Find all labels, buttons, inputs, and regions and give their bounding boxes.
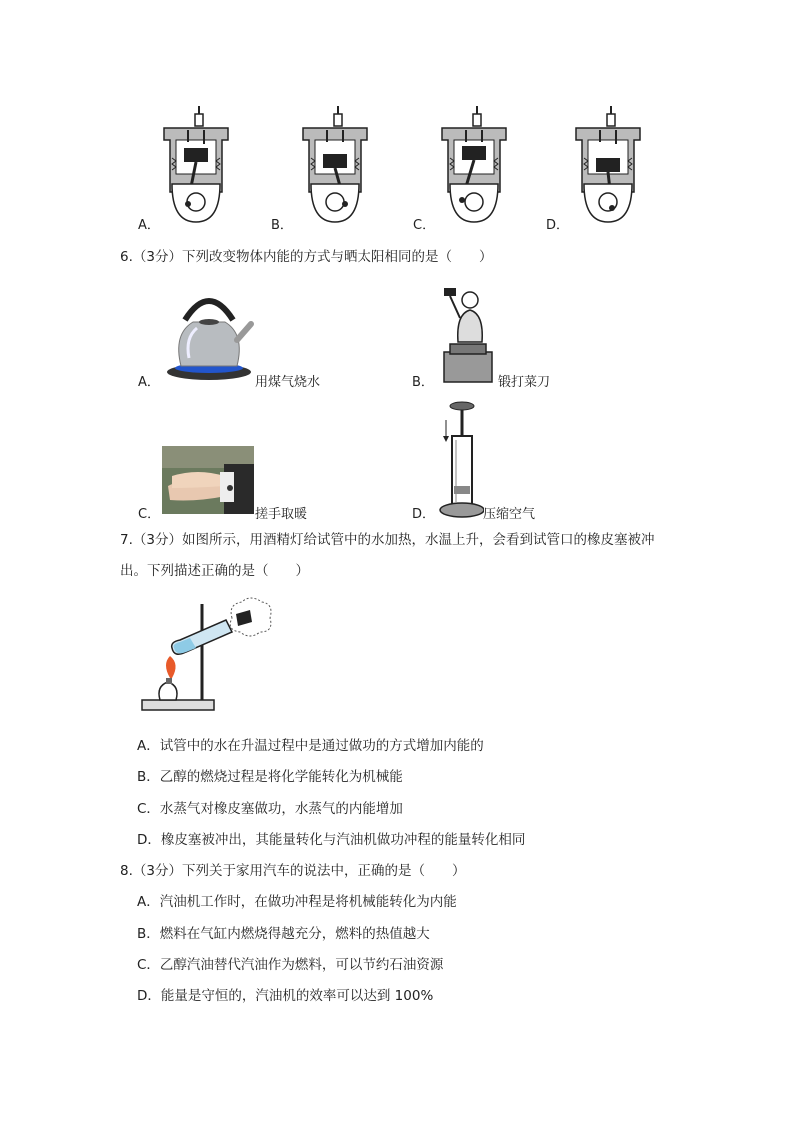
test-tube-apparatus-image xyxy=(140,596,274,716)
air-compression-cylinder-icon xyxy=(434,400,484,520)
rubbing-hands-icon xyxy=(162,446,254,514)
option-label-a[interactable]: A． xyxy=(138,218,160,233)
option-text-a: 用煤气烧水 xyxy=(255,375,321,390)
engine-diagram-d xyxy=(572,104,644,226)
option-label-a[interactable]: A． xyxy=(138,375,160,390)
option-text-d: 压缩空气 xyxy=(483,507,536,522)
question-7-option-a[interactable]: A．试管中的水在升温过程中是通过做功的方式增加内能的 xyxy=(137,738,484,754)
question-7-option-c[interactable]: C．水蒸气对橡皮塞做功，水蒸气的内能增加 xyxy=(137,801,403,817)
option-label-b[interactable]: B． xyxy=(412,375,434,390)
question-7-option-d[interactable]: D．橡皮塞被冲出，其能量转化与汽油机做功冲程的能量转化相同 xyxy=(137,832,526,848)
engine-diagram-c xyxy=(438,104,510,226)
kettle-image xyxy=(163,288,255,383)
question-7-stem-line2: 出。下列描述正确的是（ ） xyxy=(120,563,309,579)
question-8-option-a[interactable]: A．汽油机工作时，在做功冲程是将机械能转化为内能 xyxy=(137,894,457,910)
question-6-stem: 6.（3分）下列改变物体内能的方式与晒太阳相同的是（ ） xyxy=(120,249,493,265)
option-label-b[interactable]: B． xyxy=(271,218,293,233)
engine-diagram-b xyxy=(299,104,371,226)
engine-stroke-icon xyxy=(299,104,371,226)
air-compression-image xyxy=(434,400,484,520)
question-8-option-d[interactable]: D．能量是守恒的，汽油机的效率可以达到 100% xyxy=(137,988,434,1004)
question-7-stem-line1: 7.（3分）如图所示，用酒精灯给试管中的水加热，水温上升，会看到试管口的橡皮塞被冲 xyxy=(120,532,655,548)
blacksmith-forging-icon xyxy=(440,284,496,384)
test-tube-heating-icon xyxy=(140,596,274,716)
question-8-option-b[interactable]: B．燃料在气缸内燃烧得越充分，燃料的热值越大 xyxy=(137,926,430,942)
question-8-option-c[interactable]: C．乙醇汽油替代汽油作为燃料，可以节约石油资源 xyxy=(137,957,444,973)
engine-stroke-icon xyxy=(438,104,510,226)
question-8-stem: 8.（3分）下列关于家用汽车的说法中，正确的是（ ） xyxy=(120,863,466,879)
option-label-d[interactable]: D． xyxy=(412,507,436,522)
engine-diagram-a xyxy=(160,104,232,226)
option-label-d[interactable]: D． xyxy=(546,218,570,233)
option-label-c[interactable]: C． xyxy=(413,218,436,233)
kettle-on-stove-icon xyxy=(163,288,255,383)
option-text-b: 锻打菜刀 xyxy=(498,375,551,390)
engine-stroke-icon xyxy=(160,104,232,226)
option-label-c[interactable]: C． xyxy=(138,507,161,522)
question-7-option-b[interactable]: B．乙醇的燃烧过程是将化学能转化为机械能 xyxy=(137,769,403,785)
option-text-c: 搓手取暖 xyxy=(255,507,308,522)
rubbing-hands-image xyxy=(162,446,254,514)
blacksmith-image xyxy=(440,284,496,384)
engine-stroke-icon xyxy=(572,104,644,226)
